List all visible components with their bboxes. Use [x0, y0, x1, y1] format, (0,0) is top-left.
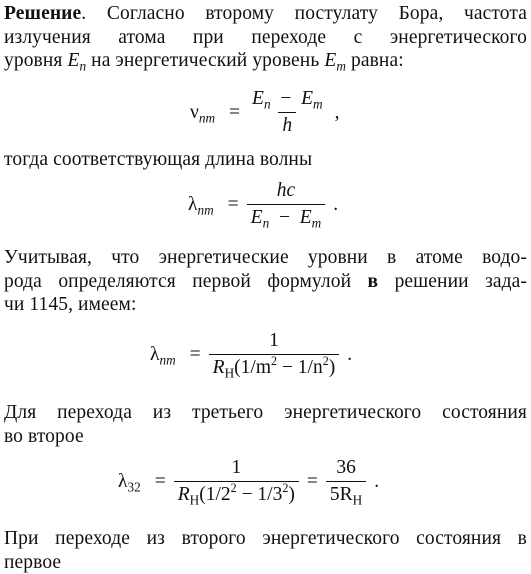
lambda-symbol: λ: [188, 194, 197, 215]
lambda-symbol: λ: [118, 471, 127, 492]
numerator: $E_n - E_m$: [248, 88, 327, 112]
text-fragment: . Согласно второму постулату Бора, частота: [81, 3, 527, 24]
subscript: nm: [159, 352, 175, 367]
text-line: Для перехода из третьего энергетического состояния: [4, 401, 527, 425]
formula-lhs: [118, 471, 141, 493]
text-fragment: рода определяются первой формулой: [4, 271, 368, 292]
equals-sign: =: [190, 344, 201, 366]
equals-sign: =: [307, 471, 318, 493]
wavelength-intro: [4, 148, 527, 172]
numerator: 1: [227, 457, 245, 481]
punctuation: .: [374, 471, 379, 493]
formula-wavelength: [188, 180, 338, 229]
subscript: 32: [127, 479, 140, 494]
text-fragment: решении зада-: [378, 271, 527, 292]
transition-2-1-paragraph: [4, 527, 527, 574]
formula-lhs: [150, 344, 176, 366]
formula-lhs: [188, 194, 214, 216]
subscript: nm: [197, 202, 213, 217]
numerator: 1: [265, 330, 283, 354]
energy-symbol: E: [67, 50, 79, 71]
text-line: Учитывая, что энергетические уровни в атоме водо-: [4, 246, 527, 270]
fraction: [247, 180, 326, 229]
denominator: $R_H(1/2^2 - 1/3^2)$: [174, 481, 299, 506]
punctuation: ,: [335, 102, 340, 124]
fraction: [248, 88, 327, 137]
text-line: [4, 49, 527, 73]
text-fragment: в: [368, 271, 379, 292]
text-line: чи 1145, имеем:: [4, 293, 527, 317]
formula-lhs: [190, 102, 215, 124]
equals-sign: =: [155, 471, 166, 493]
text-fragment: уровня: [4, 50, 67, 71]
subscript: m: [336, 59, 346, 74]
energy-symbol: E: [324, 50, 336, 71]
subscript: n: [79, 59, 86, 74]
text-line: во второе: [4, 425, 527, 449]
denominator: $E_n - E_m$: [247, 204, 326, 229]
subscript: nm: [199, 110, 215, 125]
fraction: [209, 330, 340, 379]
denominator: h: [278, 112, 296, 137]
formula-rydberg-general: [150, 330, 352, 379]
text-line: излучения атома при переходе с энергетического: [4, 26, 527, 50]
denominator: $R_H(1/m^2 - 1/n^2)$: [209, 354, 340, 379]
fraction: [326, 457, 366, 506]
hydrogen-paragraph: [4, 246, 527, 317]
text-line: [4, 270, 527, 294]
formula-lambda-32: [118, 457, 379, 506]
numerator: hc: [273, 180, 299, 204]
equals-sign: =: [229, 102, 240, 124]
numerator: 36: [332, 457, 360, 481]
text-line: [4, 2, 527, 26]
transition-3-2-paragraph: [4, 401, 527, 448]
fraction: [174, 457, 299, 506]
equals-sign: =: [228, 194, 239, 216]
lambda-symbol: λ: [150, 344, 159, 365]
text-line: тогда соответствующая длина волны: [4, 148, 527, 172]
denominator: $5R_H$: [326, 481, 366, 506]
text-fragment: на энергетический уровень: [86, 50, 324, 71]
text-line: При переходе из второго энергетического состояния в: [4, 527, 527, 551]
formula-frequency: [190, 88, 339, 137]
solution-paragraph: [4, 2, 527, 73]
punctuation: .: [347, 344, 352, 366]
punctuation: .: [333, 194, 338, 216]
text-line: первое: [4, 551, 527, 574]
nu-symbol: ν: [190, 102, 199, 123]
text-fragment: равна:: [346, 50, 404, 71]
solution-label: Решение: [4, 3, 81, 24]
